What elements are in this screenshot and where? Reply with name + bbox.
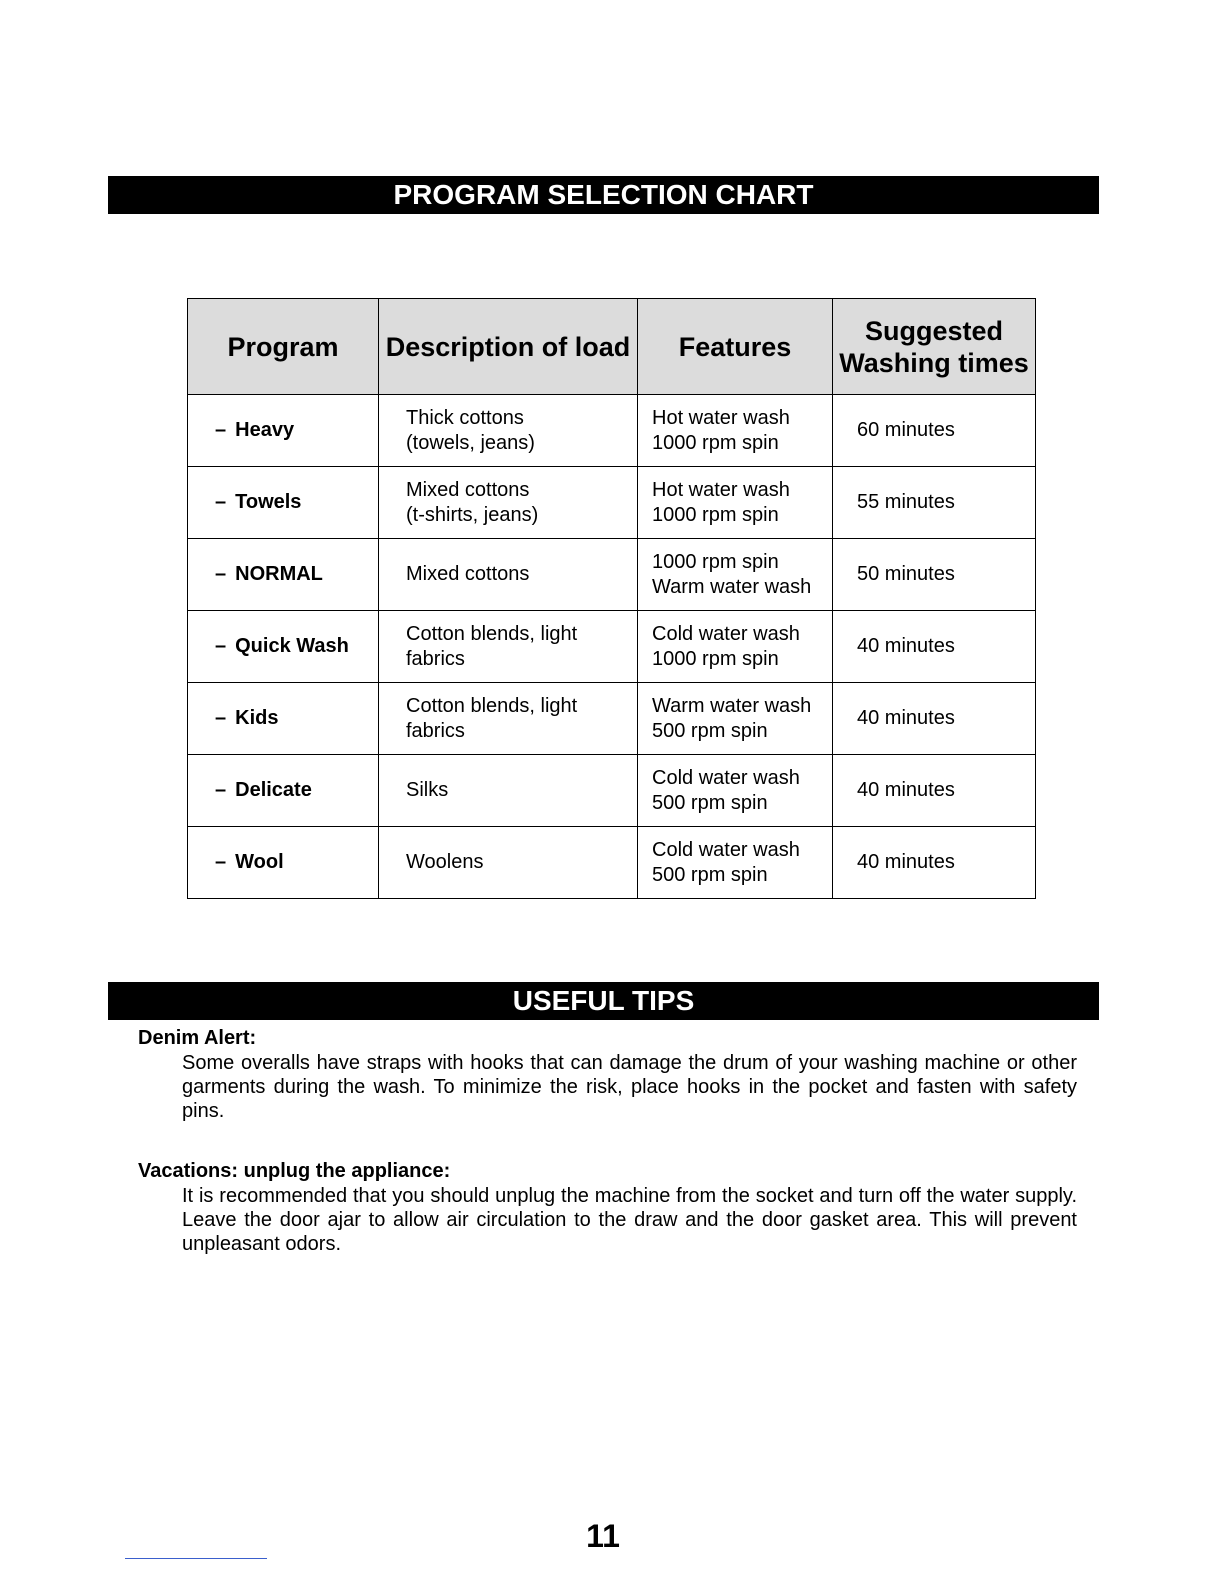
description-line1: Cotton blends, light <box>406 694 578 717</box>
features-line2: 1000 rpm spin <box>652 503 779 526</box>
dash-marker: – <box>215 779 227 801</box>
tip-body-denim: Some overalls have straps with hooks that can damage the drum of your washing machine or other garments during the wash. To minimize the risk, place hooks in the pocket and fasten with safety pins. <box>182 1052 1077 1122</box>
washing-time-cell <box>833 539 1036 611</box>
features-line2: 1000 rpm spin <box>652 431 779 454</box>
features-cell <box>638 467 833 539</box>
features-cell <box>638 611 833 683</box>
dash-marker: – <box>215 707 227 729</box>
table-row <box>188 683 1036 755</box>
features-cell <box>638 755 833 827</box>
washing-time-cell <box>833 683 1036 755</box>
table-row <box>188 755 1036 827</box>
features-line1: 1000 rpm spin <box>652 550 779 573</box>
description-line1: Cotton blends, light <box>406 622 578 645</box>
header-times-line1: Suggested <box>864 315 1004 346</box>
description-line2: (t-shirts, jeans) <box>406 503 539 526</box>
program-cell <box>188 611 379 683</box>
features-line1: Cold water wash <box>652 766 800 789</box>
features-line2: 500 rpm spin <box>652 791 768 814</box>
program-name: Delicate <box>235 779 312 801</box>
features-line1: Hot water wash <box>652 478 790 501</box>
header-description: Description of load <box>379 299 638 395</box>
features-line1: Cold water wash <box>652 838 800 861</box>
table-row <box>188 611 1036 683</box>
dash-marker: – <box>215 635 227 657</box>
header-program: Program <box>188 299 379 395</box>
description-cell <box>379 395 638 467</box>
features-line2: 500 rpm spin <box>652 719 768 742</box>
useful-tips-banner: USEFUL TIPS <box>108 982 1099 1020</box>
program-name: Wool <box>235 851 284 873</box>
program-cell <box>188 827 379 899</box>
features-cell <box>638 539 833 611</box>
description-cell <box>379 467 638 539</box>
table-row <box>188 395 1036 467</box>
features-cell <box>638 395 833 467</box>
washing-time-cell <box>833 755 1036 827</box>
program-cell <box>188 467 379 539</box>
description-line2: (towels, jeans) <box>406 431 535 454</box>
features-line2: 1000 rpm spin <box>652 647 779 670</box>
page-number: 11 <box>586 1518 620 1554</box>
program-name: Kids <box>235 707 279 729</box>
program-cell <box>188 395 379 467</box>
washing-time: 50 minutes <box>857 563 955 585</box>
features-line1: Warm water wash <box>652 694 812 717</box>
washing-time-cell <box>833 827 1036 899</box>
description-line1: Mixed cottons <box>406 478 530 501</box>
program-name: Towels <box>235 491 302 513</box>
header-times-line2: Washing times <box>839 347 1029 378</box>
dash-marker: – <box>215 491 227 513</box>
description-line1: Thick cottons <box>406 406 524 429</box>
table-header-row <box>188 299 1036 395</box>
description-cell <box>379 755 638 827</box>
program-name: Heavy <box>235 419 295 441</box>
tip-title-denim: Denim Alert: <box>138 1027 257 1049</box>
features-line1: Cold water wash <box>652 622 800 645</box>
description-cell <box>379 539 638 611</box>
tip-title-vacations: Vacations: unplug the appliance: <box>138 1160 451 1182</box>
washing-time: 60 minutes <box>857 419 955 441</box>
description-cell <box>379 611 638 683</box>
dash-marker: – <box>215 851 227 873</box>
program-name: NORMAL <box>235 563 323 585</box>
description-cell <box>379 827 638 899</box>
washing-time: 40 minutes <box>857 635 955 657</box>
dash-marker: – <box>215 563 227 585</box>
program-selection-table <box>187 298 1036 899</box>
program-cell <box>188 683 379 755</box>
table-row <box>188 827 1036 899</box>
tip-body-vacations: It is recommended that you should unplug the machine from the socket and turn off the water supply. Leave the door ajar to allow air circulation to the draw and the door gasket area. This will prevent unpleasant odors. <box>182 1185 1077 1255</box>
description-line1: Woolens <box>406 851 484 873</box>
table-row <box>188 539 1036 611</box>
dash-marker: – <box>215 419 227 441</box>
features-line1: Hot water wash <box>652 406 790 429</box>
features-cell <box>638 827 833 899</box>
program-chart-banner: PROGRAM SELECTION CHART <box>108 176 1099 214</box>
program-cell <box>188 539 379 611</box>
table-row <box>188 467 1036 539</box>
washing-time-cell <box>833 395 1036 467</box>
washing-time: 40 minutes <box>857 707 955 729</box>
description-line1: Silks <box>406 779 449 801</box>
description-line2: fabrics <box>406 647 465 670</box>
description-line1: Mixed cottons <box>406 563 530 585</box>
header-features: Features <box>638 299 833 395</box>
program-cell <box>188 755 379 827</box>
description-line2: fabrics <box>406 719 465 742</box>
description-cell <box>379 683 638 755</box>
washing-time-cell <box>833 467 1036 539</box>
washing-time: 55 minutes <box>857 491 955 513</box>
program-name: Quick Wash <box>235 635 349 657</box>
features-cell <box>638 683 833 755</box>
features-line2: 500 rpm spin <box>652 863 768 886</box>
header-times <box>833 299 1036 395</box>
features-line2: Warm water wash <box>652 575 812 598</box>
footer-rule <box>125 1558 267 1559</box>
washing-time: 40 minutes <box>857 779 955 801</box>
washing-time: 40 minutes <box>857 851 955 873</box>
washing-time-cell <box>833 611 1036 683</box>
